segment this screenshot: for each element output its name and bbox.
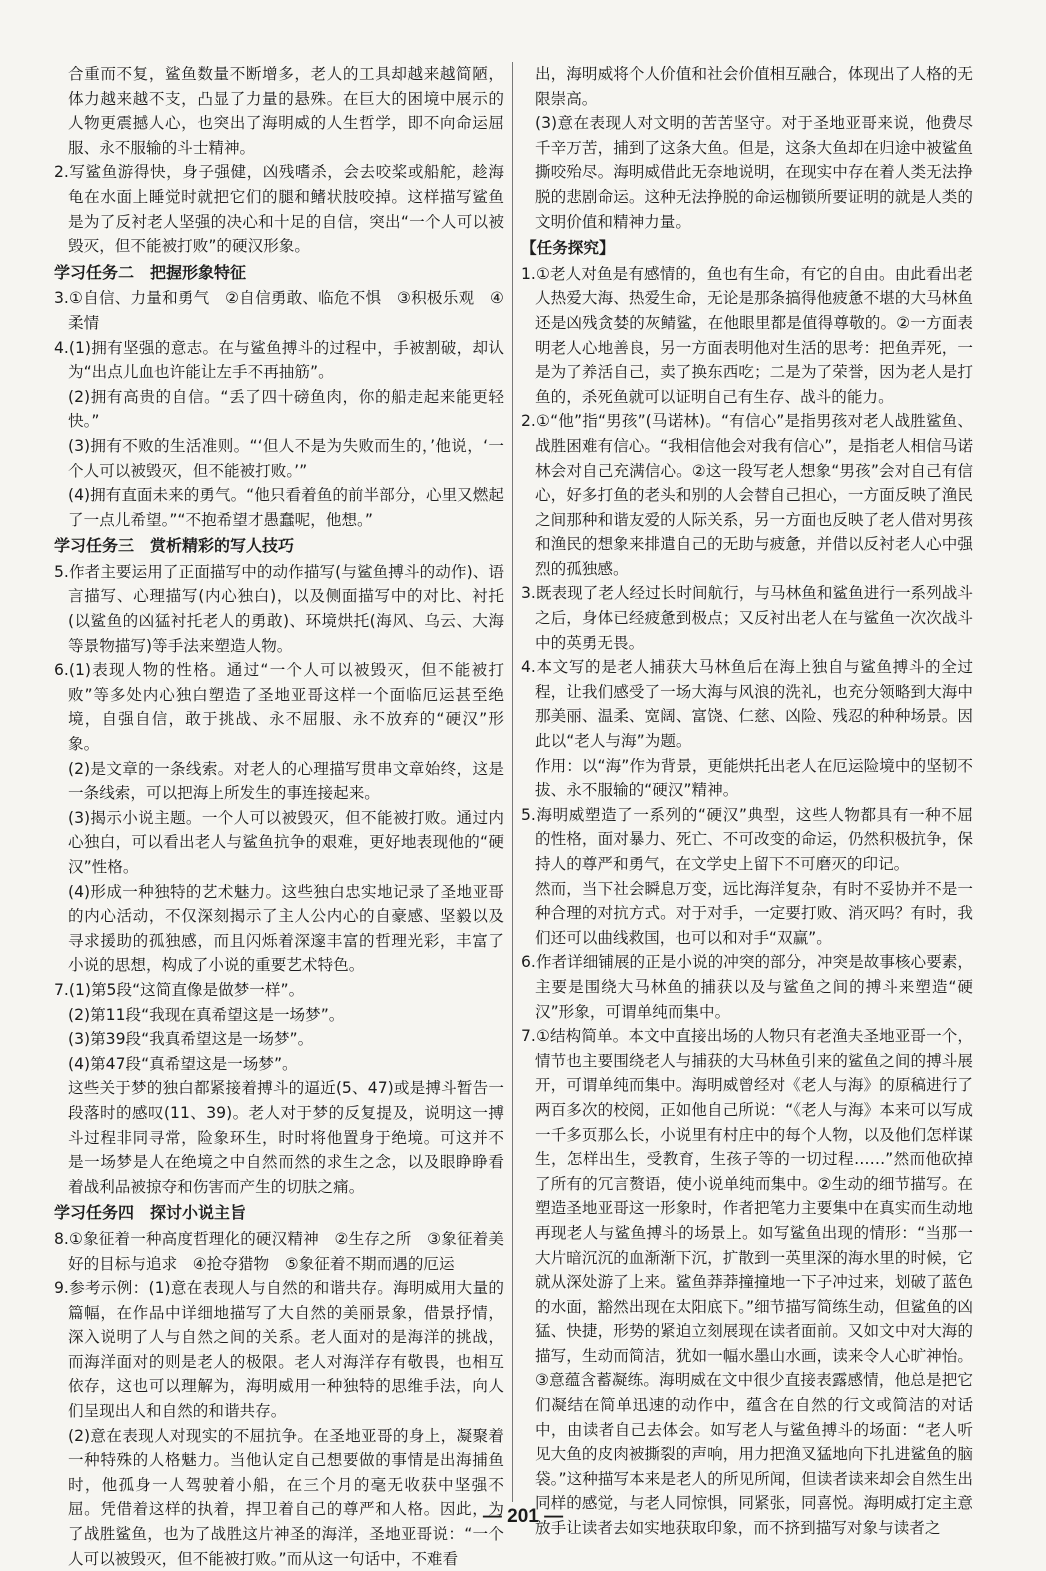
answer-item: 7.①结构简单。本文中直接出场的人物只有老渔夫圣地亚哥一个，情节也主要围绕老人与捕获的大马林鱼引来的鲨鱼之间的搏斗展开，可谓单纯而集中。海明威曾经对《老人与海》的原稿进行了两百多次的校阅，正如他自己所说：“《老人与海》本来可以写成一千多页那么长，小说里有村庄中的每个人物，以及他们怎样谋生，怎样出生，受教育，生孩子等的一切过程……”然而他砍掉了所有的冗言赘语，使小说单纯而集中。②生动的细节描写。在塑造圣地亚哥这一形象时，作者把笔力主要集中在真实而生动地再现老人与鲨鱼搏斗的场景上。如写鲨鱼出现的情形：“当那一大片暗沉沉的血渐渐下沉，扩散到一英里深的海水里的时候，它就从深处游了上来。鲨鱼莽莽撞撞地一下子冲过来，划破了蓝色的水面，豁然出现在太阳底下。”细节描写简练生动，但鲨鱼的凶猛、快捷，形势的紧迫立刻展现在读者面前。又如文中对大海的描写，生动而简洁，犹如一幅水墨山水画，读来令人心旷神怡。③意蕴含蓄凝练。海明威在文中很少直接表露感情，他总是把它们凝结在简单迅速的动作中，蕴含在自然的行文或简洁的对话中，由读者自己去体会。如写老人与鲨鱼搏斗的场面：“老人听见大鱼的皮肉被撕裂的声响，用力把渔叉猛地向下扎进鲨鱼的脑袋。”这种描写本来是老人的所见所闻，但读者读来却会自然生出同样的感觉，与老人同惊惧，同紧张，同喜悦。海明威打定主意放手让读者去如实地获取印象，而不挤到描写对象与读者之 [521, 1027, 973, 1538]
answer-item: 5.作者主要运用了正面描写中的动作描写(与鲨鱼搏斗的动作)、语言描写、心理描写(内心独白)，以及侧面描写中的对比、衬托(以鲨鱼的凶猛衬托老人的勇敢)、环境烘托(海风、乌云、大海等景物描写)等手法来塑造人物。 [54, 562, 504, 655]
answer-item: 9.参考示例：(1)意在表现人与自然的和谐共存。海明威用大量的篇幅，在作品中详细地描写了大自然的美丽景象，借景抒情，深入说明了人与自然之间的关系。老人面对的是海洋的挑战，而海洋面对的则是老人的极限。老人对海洋存有敬畏，也相互依存，这也可以理解为，海明威用一种独特的思维手法，向人们呈现出人和自然的和谐共存。 [54, 1279, 504, 1421]
left-column [54, 62, 504, 1571]
answer-paragraph: (4)拥有直面未来的勇气。“他只看着鱼的前半部分，心里又燃起了一点儿希望。”“不抱希望才愚蠢呢，他想。” [68, 486, 504, 529]
answer-paragraph: 作用：以“海”作为背景，更能烘托出老人在厄运险境中的坚韧不拔、永不服输的“硬汉”精神。 [535, 756, 973, 800]
answer-item: 2.写鲨鱼游得快，身子强健，凶残嗜杀，会去咬桨或船舵，趁海龟在水面上睡觉时就把它们的腿和鳍状肢咬掉。这样描写鲨鱼是为了反衬老人坚强的决心和十足的自信，突出“一个人可以被毁灭，但不能被打败”的硬汉形象。 [54, 163, 504, 256]
section-heading: 学习任务三 赏析精彩的写人技巧 [54, 536, 295, 556]
answer-paragraph: (2)拥有高贵的自信。“丢了四十磅鱼肉，你的船走起来能更轻快。” [68, 387, 504, 431]
answer-paragraph: (3)意在表现人对文明的苦苦坚守。对于圣地亚哥来说，他费尽千辛万苦，捕到了这条大鱼。但是，这条大鱼却在归途中被鲨鱼撕咬殆尽。海明威借此无奈地说明，在现实中存在着人类无法挣脱的悲剧命运。这种无法挣脱的命运枷锁所要证明的就是人类的文明价值和精神力量。 [535, 114, 973, 231]
answer-paragraph: (3)拥有不败的生活准则。“‘但人不是为失败而生的，’他说，‘一个人可以被毁灭，但不能被打败。’” [68, 436, 504, 480]
answer-paragraph: (3)揭示小说主题。一个人可以被毁灭，但不能被打败。通过内心独白，可以看出老人与鲨鱼抗争的艰难，更好地表现他的“硬汉”性格。 [68, 808, 504, 876]
answer-paragraph: 合重而不复，鲨鱼数量不断增多，老人的工具却越来越简陋，体力越来越不支，凸显了力量的悬殊。在巨大的困境中展示的人物更震撼人心，也突出了海明威的人生哲学，即不向命运屈服、永不服输的斗士精神。 [68, 65, 504, 157]
answer-item: 6.作者详细铺展的正是小说的冲突的部分，冲突是故事核心要素，主要是围绕大马林鱼的捕获以及与鲨鱼之间的搏斗来塑造“硬汉”形象，可谓单纯而集中。 [521, 953, 973, 1021]
answer-paragraph: (2)意在表现人对现实的不屈抗争。在圣地亚哥的身上，凝聚着一种特殊的人格魅力。当他认定自己想要做的事情是出海捕鱼时，他孤身一人驾驶着小船，在三个月的毫无收获中坚强不屈。凭借着这样的执着，捍卫着自己的尊严和人格。因此，为了战胜鲨鱼，也为了战胜这片神圣的海洋，圣地亚哥说：“一个人可以被毁灭，但不能被打败。”而从这一句话中，不难看 [68, 1426, 504, 1568]
answer-paragraph: 然而，当下社会瞬息万变，远比海洋复杂，有时不妥协并不是一种合理的对抗方式。对于对手，一定要打败、消灭吗？有时，我们还可以曲线救国，也可以和对手“双赢”。 [535, 879, 973, 947]
answer-item: 8.①象征着一种高度哲理化的硬汉精神 ②生存之所 ③象征着美好的目标与追求 ④抢夺猎物 ⑤象征着不期而遇的厄运 [54, 1229, 504, 1273]
answer-item: 1.①老人对鱼是有感情的，鱼也有生命，有它的自由。由此看出老人热爱大海、热爱生命，无论是那条搞得他疲惫不堪的大马林鱼还是凶残贪婪的灰鲭鲨，在他眼里都是值得尊敬的。②一方面表明老人心地善良，另一方面表明他对生活的思考：把鱼弄死，一是为了养活自己，卖了换东西吃；二是为了荣誉，因为老人是打鱼的，杀死鱼就可以证明自己有生存、战斗的能力。 [521, 264, 973, 406]
section-heading: 学习任务四 探讨小说主旨 [54, 1203, 247, 1223]
answer-item: 4.(1)拥有坚强的意志。在与鲨鱼搏斗的过程中，手被割破，却认为“出点儿血也许能让左手不再抽筋”。 [54, 338, 504, 382]
answer-item: 5.海明威塑造了一系列的“硬汉”典型，这些人物都具有一种不屈的性格，面对暴力、死亡、不可改变的命运，仍然积极抗争，保持人的尊严和勇气，在文学史上留下不可磨灭的印记。 [521, 805, 973, 873]
answer-item: 6.(1)表现人物的性格。通过“一个人可以被毁灭，但不能被打败”等多处内心独白塑造了圣地亚哥这样一个面临厄运甚至绝境，自强自信，敢于挑战、永不屈服、永不放弃的“硬汉”形象。 [54, 661, 504, 754]
answer-item: 4.本文写的是老人捕获大马林鱼后在海上独自与鲨鱼搏斗的全过程，让我们感受了一场大海与风浪的洗礼，也充分领略到大海中那美丽、温柔、宽阔、富饶、仁慈、凶险、残忍的种种场景。因此以“老人与海”为题。 [521, 658, 973, 751]
answer-paragraph: (2)第11段“我现在真希望这是一场梦”。 [68, 1005, 345, 1024]
answer-paragraph: 这些关于梦的独白都紧接着搏斗的逼近(5、47)或是搏斗暂告一段落时的感叹(11、39)。老人对于梦的反复提及，说明这一搏斗过程非同寻常，险象环生，时时将他置身于绝境。可这并不是一场梦是人在绝境之中自然而然的求生之念，以及眼睁睁看着战利品被掠夺和伤害而产生的切肤之痛。 [68, 1079, 504, 1196]
section-heading: 学习任务二 把握形象特征 [54, 262, 247, 282]
answer-paragraph: (2)是文章的一条线索。对老人的心理描写贯串文章始终，这是一条线索，可以把海上所发生的事连接起来。 [68, 759, 504, 803]
answer-paragraph: 出，海明威将个人价值和社会价值相互融合，体现出了人格的无限崇高。 [535, 65, 973, 108]
page-number: — 201 — [482, 1506, 564, 1527]
answer-paragraph: (3)第39段“我真希望这是一场梦”。 [68, 1030, 314, 1049]
section-tag: 【任务探究】 [521, 239, 615, 258]
answer-item: 3.①自信、力量和勇气 ②自信勇敢、临危不惧 ③积极乐观 ④柔情 [54, 289, 504, 332]
answer-item: 7.(1)第5段“这简直像是做梦一样”。 [54, 980, 305, 999]
answer-item: 2.①“他”指“男孩”(马诺林)。“有信心”是指男孩对老人战胜鲨鱼、战胜困难有信心。“我相信他会对我有信心”，是指老人相信马诺林会对自己充满信心。②这一段写老人想象“男孩”会对自己有信心，好多打鱼的老头和别的人会替自己担心，一方面反映了渔民之间那种和谐友爱的人际关系，另一方面也反映了老人借对男孩和渔民的想象来排遣自己的无助与疲惫，并借以反衬老人心中强烈的孤独感。 [521, 412, 973, 578]
answer-item: 3.既表现了老人经过长时间航行，与马林鱼和鲨鱼进行一系列战斗之后，身体已经疲惫到极点；又反衬出老人在与鲨鱼一次次战斗中的英勇无畏。 [521, 584, 973, 652]
right-column [521, 62, 973, 1541]
answer-paragraph: (4)第47段“真希望这是一场梦”。 [68, 1054, 298, 1073]
column-divider [512, 62, 513, 1502]
answer-paragraph: (4)形成一种独特的艺术魅力。这些独白忠实地记录了圣地亚哥的内心活动，不仅深刻揭示了主人公内心的自豪感、坚毅以及寻求援助的孤独感，而且闪烁着深邃丰富的哲理光彩，丰富了小说的思想，构成了小说的重要艺术特色。 [68, 882, 504, 975]
